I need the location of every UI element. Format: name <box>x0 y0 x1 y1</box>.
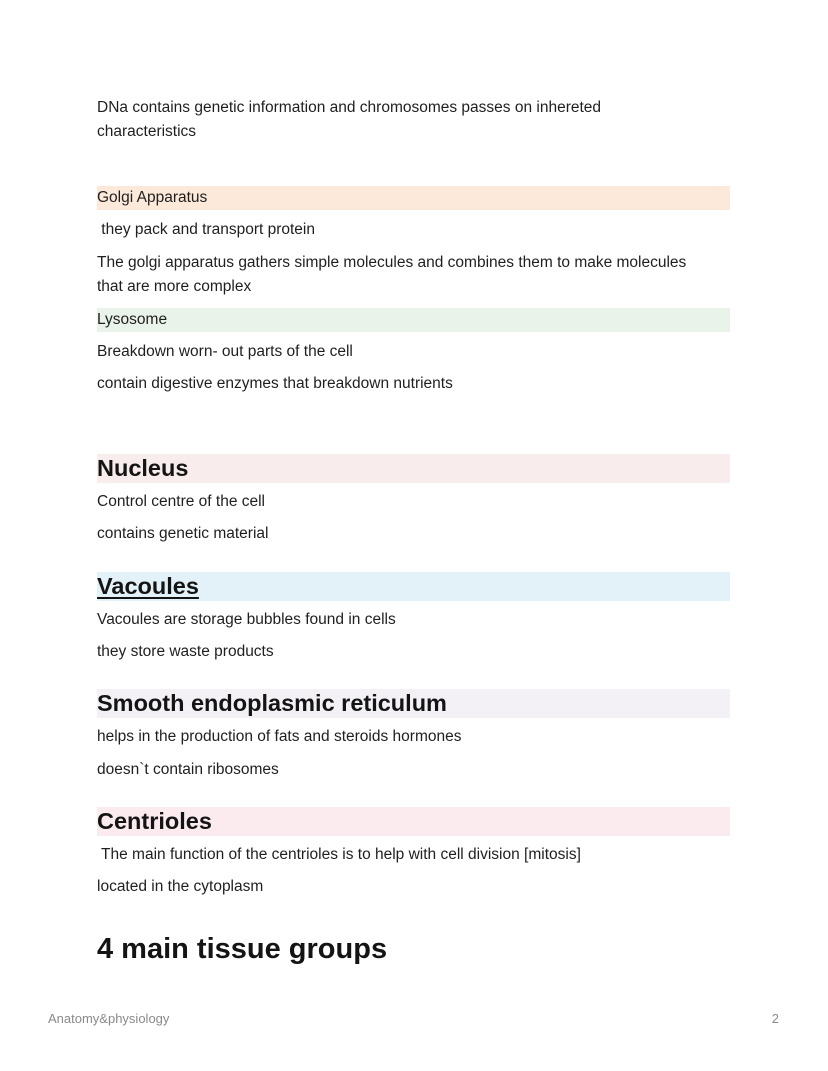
nucleus-heading: Nucleus <box>97 454 730 483</box>
vacoules-heading-block <box>97 572 730 601</box>
nucleus-text-2: contains genetic material <box>97 525 269 542</box>
golgi-heading: Golgi Apparatus <box>97 186 730 210</box>
ser-heading: Smooth endoplasmic reticulum <box>97 689 730 718</box>
golgi-text-2 <box>97 251 730 299</box>
golgi-text-1: they pack and transport protein <box>97 221 315 238</box>
tissue-groups-heading: 4 main tissue groups <box>97 933 388 965</box>
intro-line-1: DNa contains genetic information and chromosomes passes on inhereted <box>97 99 602 116</box>
golgi-text-2-line-1: The golgi apparatus gathers simple molecules and combines them to make molecules <box>97 254 687 271</box>
ser-text-2: doesn`t contain ribosomes <box>97 761 279 778</box>
vacoules-heading: Vacoules <box>97 573 199 599</box>
nucleus-text-1: Control centre of the cell <box>97 493 266 510</box>
lysosome-text-2: contain digestive enzymes that breakdown nutrients <box>97 375 453 392</box>
intro-line-2: characteristics <box>97 123 197 140</box>
golgi-text-2-line-2: that are more complex <box>97 278 252 295</box>
vacoules-text-1: Vacoules are storage bubbles found in cells <box>97 611 396 628</box>
lysosome-heading: Lysosome <box>97 308 730 332</box>
centrioles-text-1: The main function of the centrioles is to help with cell division [mitosis] <box>97 846 581 863</box>
lysosome-text-1: Breakdown worn- out parts of the cell <box>97 343 353 360</box>
centrioles-heading: Centrioles <box>97 807 730 836</box>
centrioles-text-2: located in the cytoplasm <box>97 878 264 895</box>
intro-paragraph <box>97 96 730 144</box>
footer-document-title: Anatomy&physiology <box>48 1011 170 1026</box>
footer-page-number: 2 <box>771 1011 779 1026</box>
vacoules-text-2: they store waste products <box>97 643 274 660</box>
ser-text-1: helps in the production of fats and steroids hormones <box>97 728 462 745</box>
